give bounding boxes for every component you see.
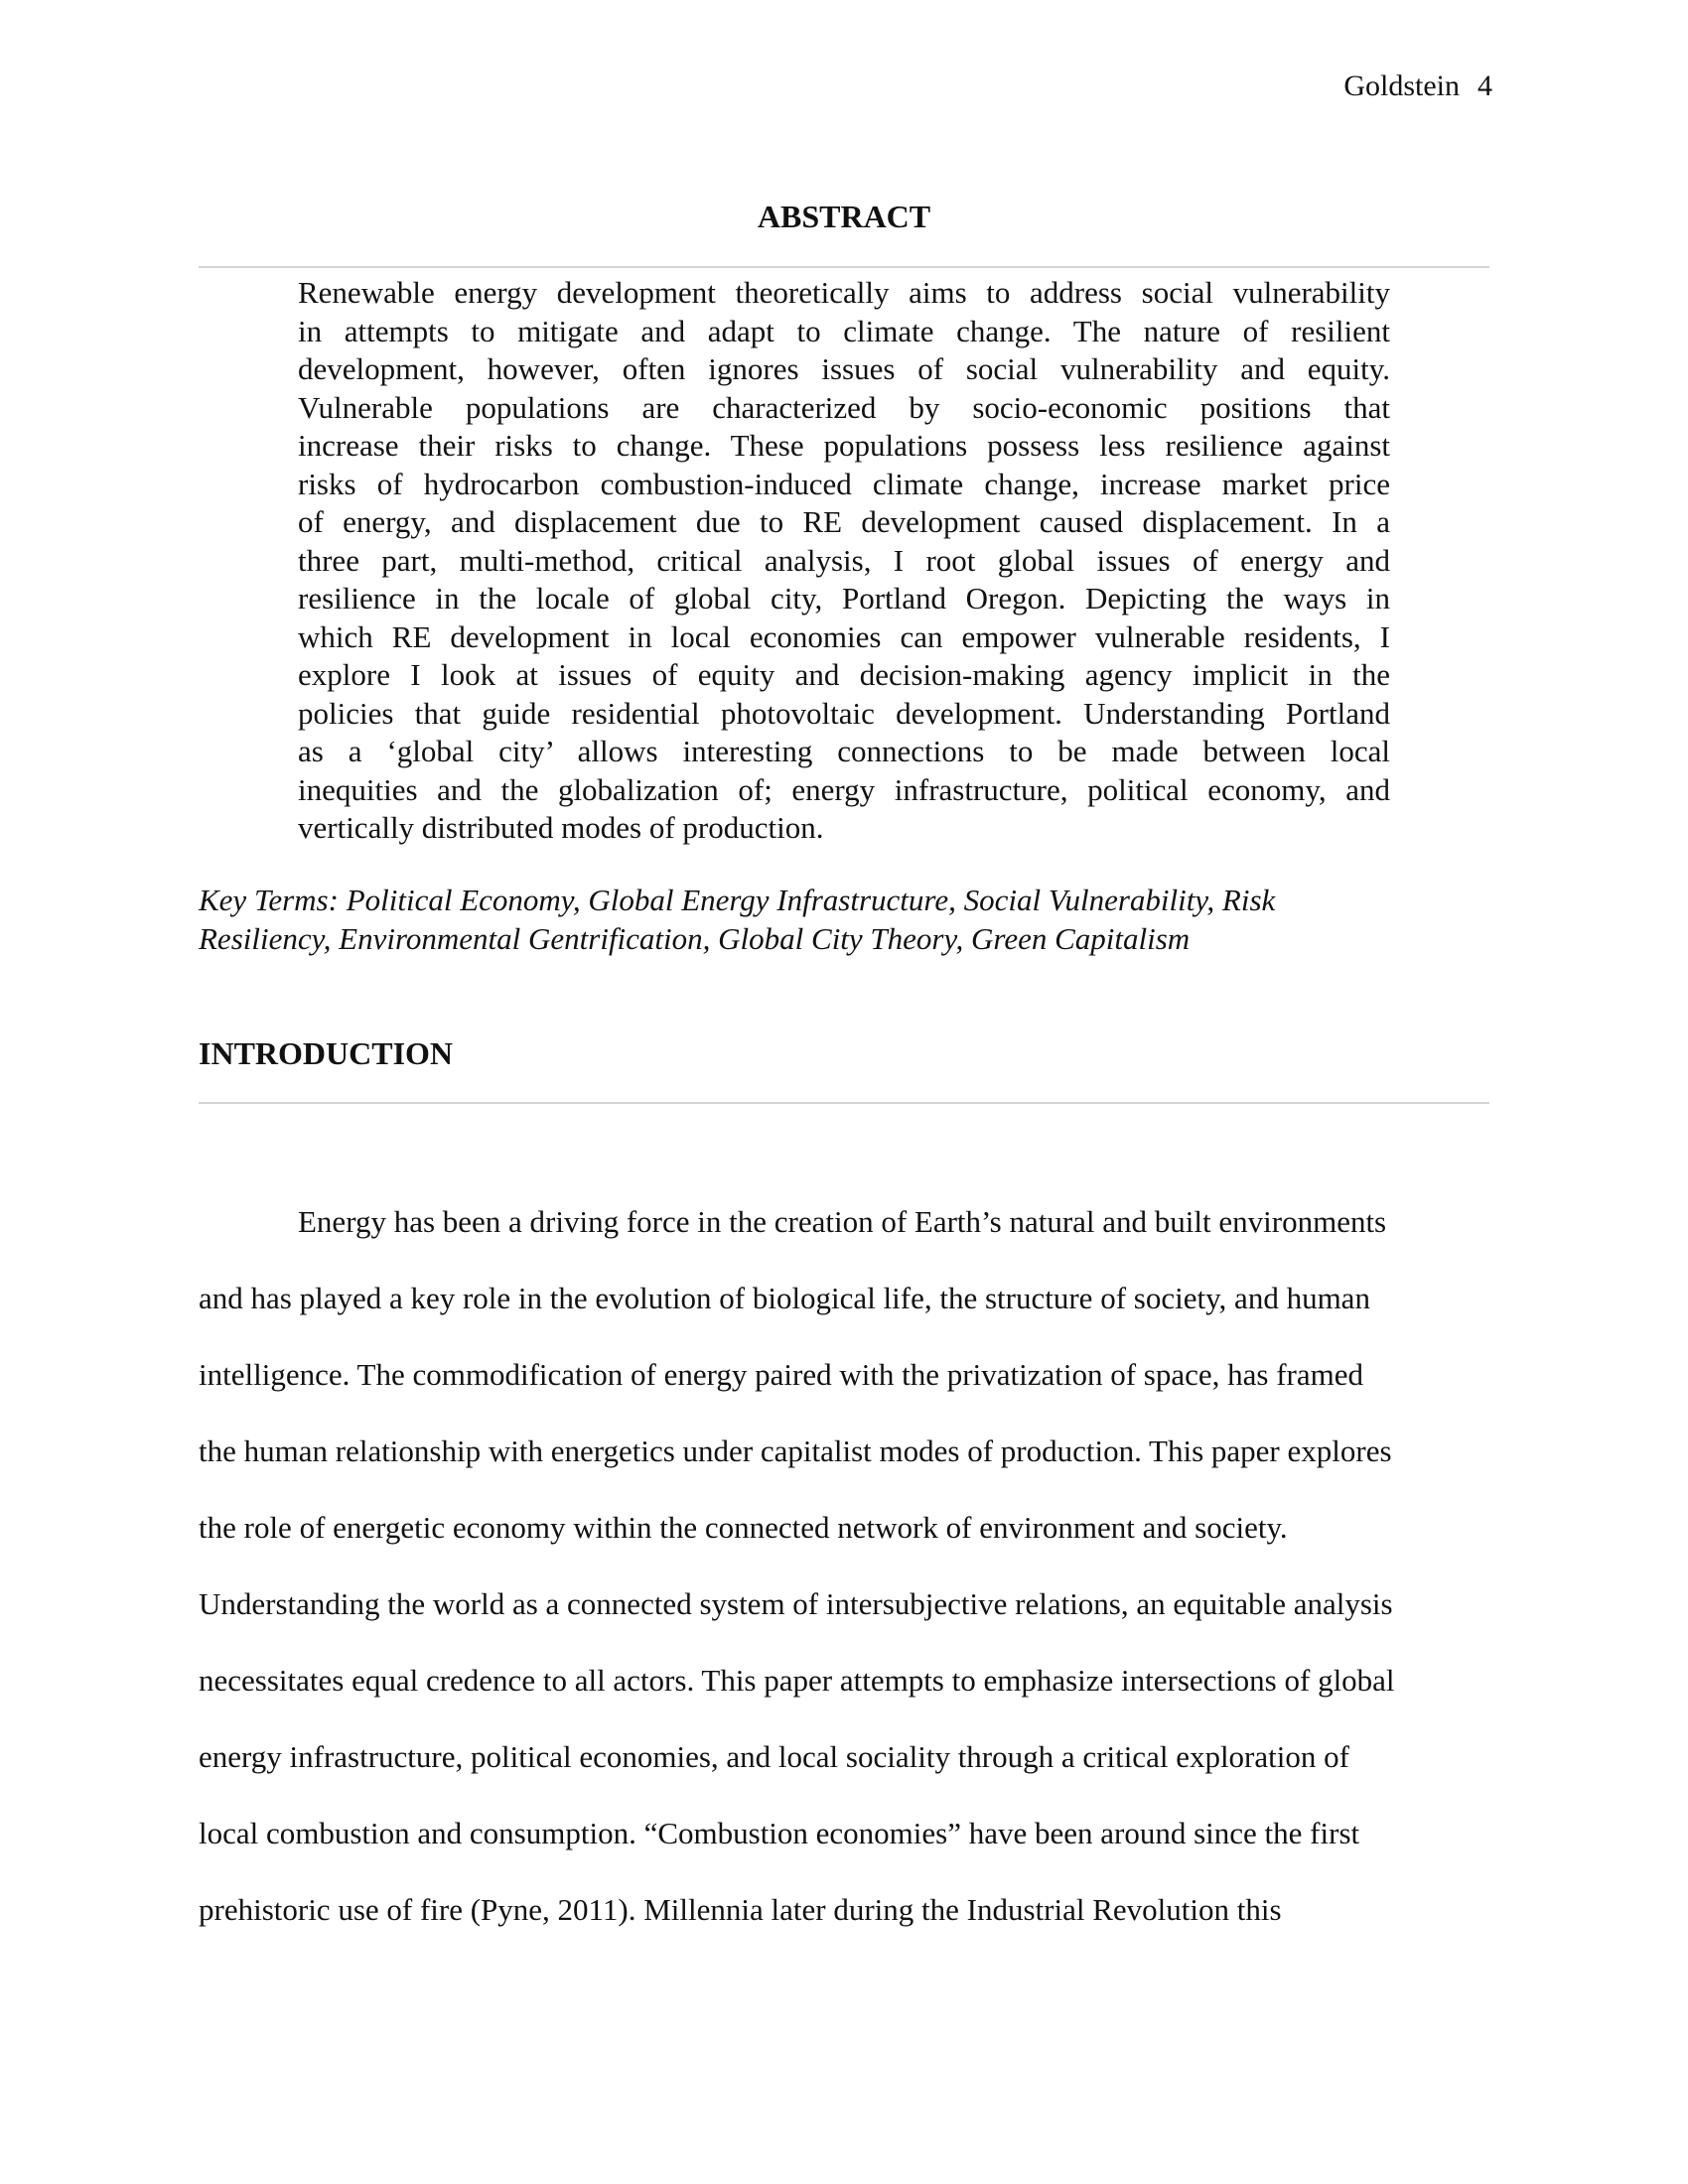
abstract-heading: ABSTRACT	[757, 199, 931, 234]
introduction-divider	[199, 1102, 1489, 1104]
abstract-line: risks of hydrocarbon combustion-induced climate change, increase market price	[298, 466, 1390, 501]
abstract-line: Renewable energy development theoretically aims to address social vulnerability	[298, 275, 1390, 310]
body-line: the human relationship with energetics under capitalist modes of production. This paper explores	[199, 1433, 1392, 1468]
header-author: Goldstein	[1343, 69, 1460, 102]
key-terms-line: Key Terms: Political Economy, Global Energy Infrastructure, Social Vulnerability, Risk	[199, 883, 1276, 917]
body-line: Energy has been a driving force in the creation of Earth’s natural and built environments	[298, 1204, 1387, 1239]
page-number: 4	[1477, 69, 1492, 102]
abstract-line: explore I look at issues of equity and decision-making agency implicit in the	[298, 657, 1390, 692]
body-line: the role of energetic economy within the connected network of environment and society.	[199, 1510, 1288, 1545]
body-line: Understanding the world as a connected system of intersubjective relations, an equitable analysis	[199, 1586, 1393, 1621]
abstract-line: policies that guide residential photovoltaic development. Understanding Portland	[298, 695, 1390, 731]
body-line: energy infrastructure, political economies, and local sociality through a critical exploration of	[199, 1739, 1349, 1774]
abstract-line: development, however, often ignores issues of social vulnerability and equity.	[298, 351, 1390, 386]
abstract-paragraph	[298, 274, 1390, 848]
abstract-line: Vulnerable populations are characterized by socio-economic positions that	[298, 389, 1390, 425]
abstract-line: resilience in the locale of global city, Portland Oregon. Depicting the ways in	[298, 581, 1390, 615]
abstract-line: as a ‘global city’ allows interesting connections to be made between local	[298, 734, 1390, 768]
body-line: local combustion and consumption. “Combustion economies” have been around since the first	[199, 1816, 1360, 1850]
abstract-line: of energy, and displacement due to RE development caused displacement. In a	[298, 504, 1390, 539]
body-line: necessitates equal credence to all actors. This paper attempts to emphasize intersections of global	[199, 1663, 1395, 1698]
body-line: intelligence. The commodification of energy paired with the privatization of space, has framed	[199, 1357, 1363, 1392]
body-line: and has played a key role in the evolution of biological life, the structure of society, and human	[199, 1281, 1370, 1315]
abstract-line: in attempts to mitigate and adapt to climate change. The nature of resilient	[298, 313, 1390, 348]
key-terms-line: Resiliency, Environmental Gentrification, Global City Theory, Green Capitalism	[199, 920, 1191, 956]
abstract-line: three part, multi-method, critical analysis, I root global issues of energy and	[298, 542, 1390, 578]
running-header	[1343, 69, 1492, 103]
abstract-line: inequities and the globalization of; energy infrastructure, political economy, and	[298, 771, 1390, 807]
introduction-heading: INTRODUCTION	[199, 1035, 454, 1071]
abstract-line: which RE development in local economies can empower vulnerable residents, I	[298, 618, 1390, 654]
introduction-paragraph	[199, 1183, 1489, 1948]
abstract-line: vertically distributed modes of production.	[298, 810, 824, 845]
abstract-divider	[199, 266, 1489, 268]
abstract-line: increase their risks to change. These populations possess less resilience against	[298, 428, 1390, 463]
key-terms	[199, 882, 1489, 958]
body-line: prehistoric use of fire (Pyne, 2011). Millennia later during the Industrial Revolution this	[199, 1892, 1282, 1927]
